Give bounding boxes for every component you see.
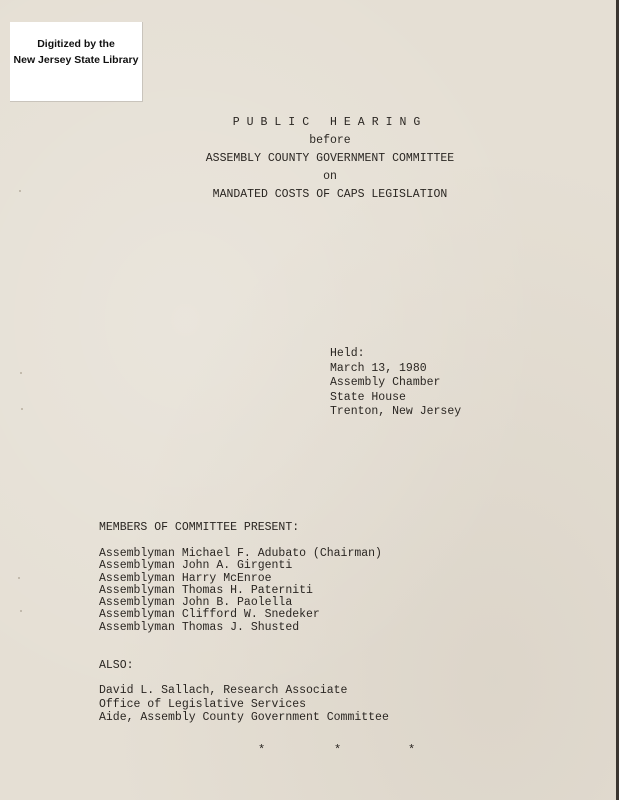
held-label: Held: (330, 347, 365, 360)
also-block (99, 684, 389, 725)
title-before: before (309, 134, 351, 147)
title-on: on (323, 170, 337, 183)
scan-speck (18, 577, 20, 579)
also-line-1: David L. Sallach, Research Associate (99, 684, 348, 697)
member-item: Assemblyman John A. Girgenti (99, 559, 293, 573)
hearing-subject: MANDATED COSTS OF CAPS LEGISLATION (212, 188, 448, 201)
stamp-line-1: Digitized by the (37, 38, 115, 50)
held-place-3: Trenton, New Jersey (330, 405, 462, 418)
also-line-2: Office of Legislative Services (99, 697, 307, 711)
also-line-3: Aide, Assembly County Government Committee (99, 711, 389, 724)
held-place-2: State House (330, 390, 406, 404)
hearing-title: PUBLIC HEARING (232, 116, 428, 129)
footer-star: * (408, 743, 416, 757)
stamp-line-2: New Jersey State Library (13, 54, 139, 66)
member-item: Assemblyman Thomas H. Paterniti (99, 583, 313, 597)
scan-speck (19, 190, 21, 192)
member-item: Assemblyman Harry McEnroe (99, 571, 272, 585)
scan-speck (20, 610, 22, 612)
held-date: March 13, 1980 (330, 361, 427, 375)
scan-speck (20, 372, 22, 374)
footer-star: * (334, 743, 342, 757)
footer-star: * (258, 743, 266, 757)
footer-stars (0, 743, 619, 757)
member-item: Assemblyman Michael F. Adubato (Chairman) (99, 547, 382, 560)
member-item: Assemblyman Thomas J. Shusted (99, 620, 300, 634)
committee-name: ASSEMBLY COUNTY GOVERNMENT COMMITTEE (205, 152, 455, 165)
held-block (330, 347, 461, 420)
held-place-1: Assembly Chamber (330, 376, 441, 389)
member-item: Assemblyman John B. Paolella (99, 596, 293, 610)
member-item: Assemblyman Clifford W. Snedeker (99, 608, 320, 622)
digitized-stamp (10, 22, 143, 102)
scan-speck (21, 408, 23, 410)
members-heading: MEMBERS OF COMMITTEE PRESENT: (99, 521, 300, 534)
members-list (99, 548, 382, 634)
also-heading: ALSO: (99, 659, 134, 672)
